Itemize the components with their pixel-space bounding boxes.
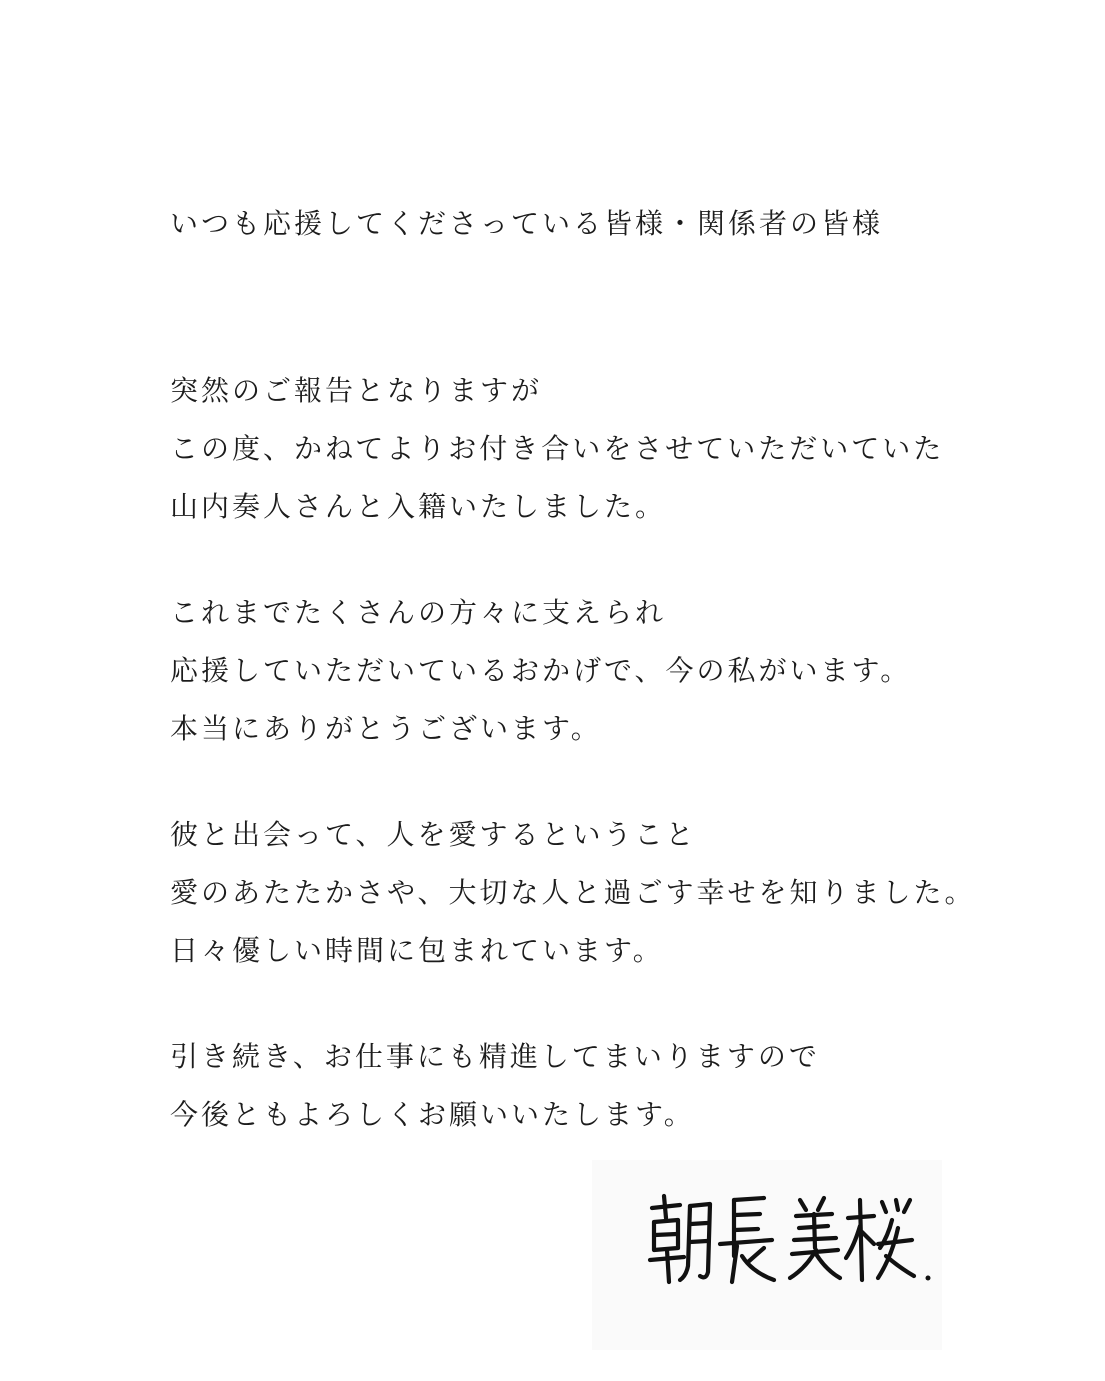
handwritten-signature bbox=[592, 1160, 942, 1350]
letter-greeting: いつも応援してくださっている皆様・関係者の皆様 bbox=[170, 207, 884, 240]
paragraph-line: 愛のあたたかさや、大切な人と過ごす幸せを知りました。 bbox=[170, 876, 976, 909]
letter-paragraph-3 bbox=[170, 806, 975, 980]
paragraph-line: これまでたくさんの方々に支えられ bbox=[170, 596, 667, 629]
paragraph-line: 応援していただいているおかげで、今の私がいます。 bbox=[170, 654, 912, 687]
paragraph-line: 引き続き、お仕事にも精進してまいりますので bbox=[170, 1040, 820, 1073]
paragraph-line: この度、かねてよりお付き合いをさせていただいていた bbox=[170, 432, 945, 465]
letter-paragraph-4 bbox=[170, 1028, 820, 1144]
paragraph-line: 今後ともよろしくお願いいたします。 bbox=[170, 1098, 695, 1131]
paragraph-line: 日々優しい時間に包まれています。 bbox=[170, 934, 664, 967]
letter-paragraph-1 bbox=[170, 362, 944, 536]
signature-area bbox=[592, 1160, 942, 1350]
paragraph-line: 彼と出会って、人を愛するということ bbox=[170, 818, 697, 851]
paragraph-line: 本当にありがとうございます。 bbox=[170, 712, 602, 745]
paragraph-line: 突然のご報告となりますが bbox=[170, 374, 543, 407]
letter-paragraph-2 bbox=[170, 584, 911, 758]
paragraph-line: 山内奏人さんと入籍いたしました。 bbox=[170, 490, 667, 523]
